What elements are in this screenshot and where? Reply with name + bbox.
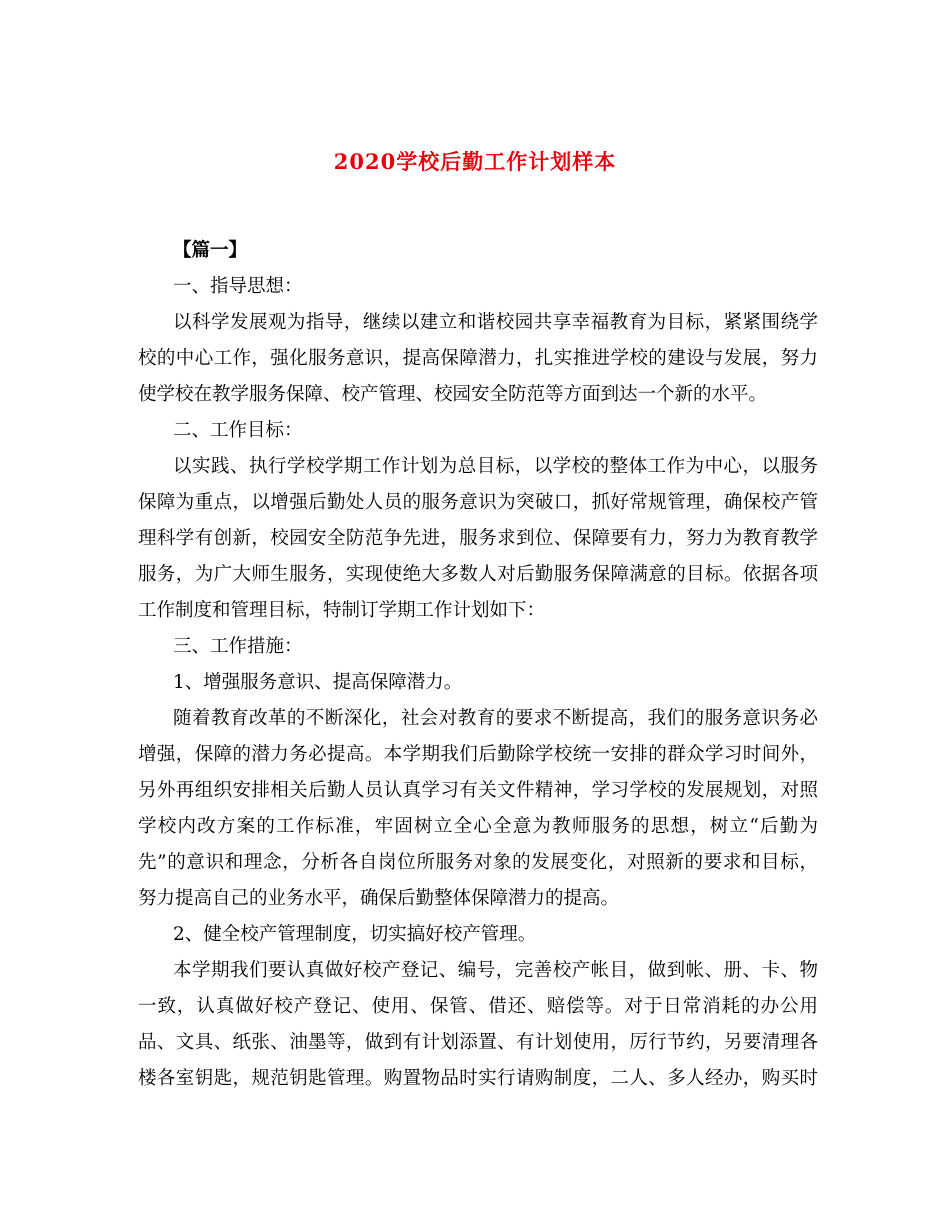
paragraph-line: 楼各室钥匙，规范钥匙管理。购置物品时实行请购制度，二人、多人经办，购买时 bbox=[138, 1068, 818, 1089]
paragraph-line: 校的中心工作，强化服务意识，提高保障潜力，扎实推进学校的建设与发展，努力 bbox=[138, 348, 818, 369]
paragraph-line: 使学校在教学服务保障、校产管理、校园安全防范等方面到达一个新的水平。 bbox=[138, 384, 768, 405]
section-heading: 二、工作目标： bbox=[173, 420, 303, 441]
paragraph-line: 学校内改方案的工作标准，牢固树立全心全意为教师服务的思想，树立“后勤为 bbox=[138, 816, 818, 837]
paragraph-line: 本学期我们要认真做好校产登记、编号，完善校产帐目，做到帐、册、卡、物 bbox=[173, 960, 818, 981]
paragraph-line: 随着教育改革的不断深化，社会对教育的要求不断提高，我们的服务意识务必 bbox=[173, 708, 818, 729]
paragraph-line: 以科学发展观为指导，继续以建立和谐校园共享幸福教育为目标，紧紧围绕学 bbox=[173, 312, 818, 333]
section-label: 【篇一】 bbox=[173, 240, 248, 261]
paragraph-line: 服务，为广大师生服务，实现使绝大多数人对后勤服务保障满意的目标。依据各项 bbox=[138, 564, 818, 585]
paragraph-line: 品、文具、纸张、油墨等，做到有计划添置、有计划使用，厉行节约，另要清理各 bbox=[138, 1032, 818, 1053]
section-heading: 一、指导思想： bbox=[173, 276, 303, 297]
subsection-heading: 1、增强服务意识、提高保障潜力。 bbox=[173, 672, 463, 693]
document-title: 2020学校后勤工作计划样本 bbox=[333, 149, 617, 174]
paragraph-line: 理科学有创新，校园安全防范争先进，服务求到位、保障要有力，努力为教育教学 bbox=[138, 528, 818, 549]
document-body bbox=[138, 233, 818, 1097]
paragraph-line: 工作制度和管理目标，特制订学期工作计划如下： bbox=[138, 600, 546, 621]
subsection-heading: 2、健全校产管理制度，切实搞好校产管理。 bbox=[173, 924, 537, 945]
section-heading: 三、工作措施： bbox=[173, 636, 303, 657]
paragraph-line: 保障为重点，以增强后勤处人员的服务意识为突破口，抓好常规管理，确保校产管 bbox=[138, 492, 818, 513]
paragraph-line: 以实践、执行学校学期工作计划为总目标，以学校的整体工作为中心，以服务 bbox=[173, 456, 818, 477]
paragraph-line: 先”的意识和理念，分析各自岗位所服务对象的发展变化，对照新的要求和目标， bbox=[138, 852, 818, 873]
paragraph-line: 一致，认真做好校产登记、使用、保管、借还、赔偿等。对于日常消耗的办公用 bbox=[138, 996, 818, 1017]
paragraph-line: 努力提高自己的业务水平，确保后勤整体保障潜力的提高。 bbox=[138, 888, 620, 909]
paragraph-line: 另外再组织安排相关后勤人员认真学习有关文件精神，学习学校的发展规划，对照 bbox=[138, 780, 818, 801]
paragraph-line: 增强，保障的潜力务必提高。本学期我们后勤除学校统一安排的群众学习时间外， bbox=[138, 744, 818, 765]
